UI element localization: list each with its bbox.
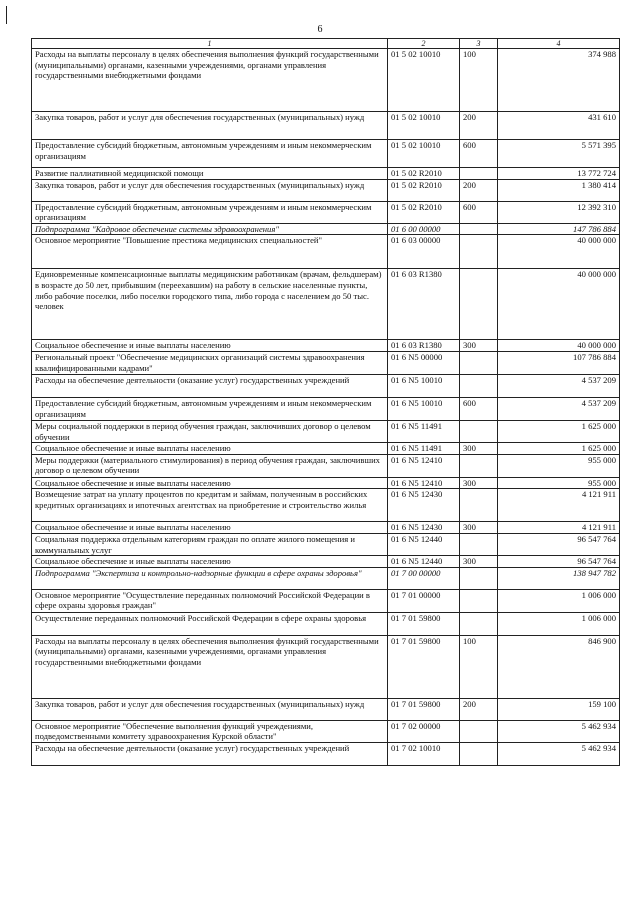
row-type-cell [460, 612, 498, 635]
table-row [32, 533, 620, 555]
table-row [32, 742, 620, 765]
row-code-cell: 01 6 03 00000 [388, 235, 460, 269]
row-name-cell: Социальное обеспечение и иные выплаты населению [32, 556, 388, 568]
row-sum-cell: 40 000 000 [498, 235, 620, 269]
row-sum-cell: 40 000 000 [498, 269, 620, 340]
row-name-cell: Подпрограмма "Экспертиза и контрольно-надзорные функции в сфере охраны здоровья" [32, 567, 388, 589]
row-code-cell: 01 6 N5 10010 [388, 397, 460, 420]
row-sum-cell: 4 121 911 [498, 489, 620, 522]
row-name-cell: Предоставление субсидий бюджетным, автономным учреждениям и иным некоммерческим организациям [32, 201, 388, 223]
table-row [32, 698, 620, 720]
row-type-cell: 300 [460, 477, 498, 489]
row-code-cell: 01 7 01 59800 [388, 612, 460, 635]
row-code-cell: 01 6 N5 11491 [388, 420, 460, 442]
table-row [32, 477, 620, 489]
row-sum-cell: 1 006 000 [498, 612, 620, 635]
row-name-cell: Возмещение затрат на уплату процентов по кредитам и займам, полученным в российских кредитных организациях и ипотечных агентствах на приобретение и строительство жилья [32, 489, 388, 522]
header-col-1: 1 [32, 39, 388, 49]
row-sum-cell: 147 786 884 [498, 223, 620, 235]
row-name-cell: Основное мероприятие "Повышение престижа медицинских специальностей" [32, 235, 388, 269]
row-code-cell: 01 7 01 00000 [388, 589, 460, 612]
table-row [32, 522, 620, 534]
row-type-cell: 300 [460, 522, 498, 534]
row-type-cell: 200 [460, 179, 498, 201]
row-name-cell: Подпрограмма "Кадровое обеспечение системы здравоохранения" [32, 223, 388, 235]
row-type-cell: 200 [460, 112, 498, 140]
table-row [32, 112, 620, 140]
header-row [32, 39, 620, 49]
table-row [32, 720, 620, 742]
row-code-cell: 01 7 00 00000 [388, 567, 460, 589]
row-code-cell: 01 7 01 59800 [388, 698, 460, 720]
table-row [32, 201, 620, 223]
row-sum-cell: 159 100 [498, 698, 620, 720]
row-code-cell: 01 7 02 10010 [388, 742, 460, 765]
row-type-cell: 100 [460, 49, 498, 112]
row-sum-cell: 374 988 [498, 49, 620, 112]
page-number: 6 [317, 24, 323, 35]
row-sum-cell: 955 000 [498, 477, 620, 489]
row-name-cell: Предоставление субсидий бюджетным, автономным учреждениям и иным некоммерческим организациям [32, 140, 388, 168]
row-name-cell: Расходы на обеспечение деятельности (оказание услуг) государственных учреждений [32, 742, 388, 765]
row-code-cell: 01 6 N5 12440 [388, 533, 460, 555]
header-col-4: 4 [498, 39, 620, 49]
row-code-cell: 01 6 N5 12440 [388, 556, 460, 568]
row-name-cell: Закупка товаров, работ и услуг для обеспечения государственных (муниципальных) нужд [32, 179, 388, 201]
row-name-cell: Социальное обеспечение и иные выплаты населению [32, 443, 388, 455]
row-type-cell [460, 374, 498, 397]
row-sum-cell: 1 625 000 [498, 420, 620, 442]
row-name-cell: Социальное обеспечение и иные выплаты населению [32, 477, 388, 489]
table-row [32, 556, 620, 568]
row-type-cell [460, 720, 498, 742]
row-code-cell: 01 6 N5 00000 [388, 351, 460, 374]
row-type-cell: 300 [460, 556, 498, 568]
row-type-cell [460, 454, 498, 477]
table-row [32, 443, 620, 455]
row-sum-cell: 5 462 934 [498, 720, 620, 742]
row-sum-cell: 138 947 782 [498, 567, 620, 589]
table-body [32, 49, 620, 766]
row-sum-cell: 955 000 [498, 454, 620, 477]
row-name-cell: Социальное обеспечение и иные выплаты населению [32, 522, 388, 534]
table-row [32, 635, 620, 698]
row-name-cell: Региональный проект "Обеспечение медицинских организаций системы здравоохранения квалифицированными кадрами" [32, 351, 388, 374]
budget-table [31, 38, 620, 766]
table-row [32, 223, 620, 235]
row-type-cell [460, 742, 498, 765]
table-row [32, 420, 620, 442]
row-sum-cell: 96 547 764 [498, 556, 620, 568]
row-name-cell: Социальное обеспечение и иные выплаты населению [32, 340, 388, 352]
row-sum-cell: 4 121 911 [498, 522, 620, 534]
row-name-cell: Меры социальной поддержки в период обучения граждан, заключивших договор о целевом обучении [32, 420, 388, 442]
row-type-cell [460, 420, 498, 442]
row-code-cell: 01 6 03 R1380 [388, 269, 460, 340]
row-type-cell [460, 489, 498, 522]
row-sum-cell: 13 772 724 [498, 168, 620, 180]
table-row [32, 235, 620, 269]
row-name-cell: Расходы на обеспечение деятельности (оказание услуг) государственных учреждений [32, 374, 388, 397]
table-row [32, 168, 620, 180]
row-type-cell: 100 [460, 635, 498, 698]
row-type-cell [460, 589, 498, 612]
row-type-cell: 300 [460, 443, 498, 455]
table-row [32, 351, 620, 374]
row-name-cell: Меры поддержки (материального стимулирования) в период обучения граждан, заключивших договор о целевом обучении [32, 454, 388, 477]
row-name-cell: Основное мероприятие "Осуществление переданных полномочий Российской Федерации в сфере охраны здоровья граждан" [32, 589, 388, 612]
row-type-cell [460, 235, 498, 269]
row-type-cell: 600 [460, 201, 498, 223]
scan-edge-mark [6, 6, 7, 24]
row-code-cell: 01 6 N5 12410 [388, 477, 460, 489]
row-type-cell [460, 351, 498, 374]
row-code-cell: 01 6 N5 12410 [388, 454, 460, 477]
row-name-cell: Осуществление переданных полномочий Российской Федерации в сфере охраны здоровья [32, 612, 388, 635]
row-sum-cell: 12 392 310 [498, 201, 620, 223]
row-code-cell: 01 5 02 R2010 [388, 179, 460, 201]
row-code-cell: 01 6 N5 12430 [388, 522, 460, 534]
row-name-cell: Расходы на выплаты персоналу в целях обеспечения выполнения функций государственными (муниципальными) органами, казенными учреждениями, органами управления государственными внебюджетными фондами [32, 49, 388, 112]
table-row [32, 397, 620, 420]
row-sum-cell: 4 537 209 [498, 397, 620, 420]
row-sum-cell: 5 571 395 [498, 140, 620, 168]
row-code-cell: 01 6 N5 10010 [388, 374, 460, 397]
row-name-cell: Закупка товаров, работ и услуг для обеспечения государственных (муниципальных) нужд [32, 112, 388, 140]
row-sum-cell: 107 786 884 [498, 351, 620, 374]
table-row [32, 140, 620, 168]
table-row [32, 269, 620, 340]
row-type-cell: 200 [460, 698, 498, 720]
table-row [32, 49, 620, 112]
header-col-2: 2 [388, 39, 460, 49]
table-row [32, 179, 620, 201]
table-row [32, 589, 620, 612]
table-row [32, 612, 620, 635]
row-type-cell: 600 [460, 140, 498, 168]
row-type-cell [460, 533, 498, 555]
row-code-cell: 01 5 02 10010 [388, 49, 460, 112]
table-row [32, 374, 620, 397]
row-name-cell: Закупка товаров, работ и услуг для обеспечения государственных (муниципальных) нужд [32, 698, 388, 720]
row-sum-cell: 1 380 414 [498, 179, 620, 201]
row-name-cell: Предоставление субсидий бюджетным, автономным учреждениям и иным некоммерческим организациям [32, 397, 388, 420]
row-type-cell [460, 223, 498, 235]
row-code-cell: 01 5 02 10010 [388, 140, 460, 168]
row-sum-cell: 40 000 000 [498, 340, 620, 352]
row-code-cell: 01 5 02 R2010 [388, 201, 460, 223]
row-name-cell: Развитие паллиативной медицинской помощи [32, 168, 388, 180]
row-sum-cell: 1 625 000 [498, 443, 620, 455]
row-code-cell: 01 6 N5 11491 [388, 443, 460, 455]
row-name-cell: Единовременные компенсационные выплаты медицинским работникам (врачам, фельдшерам) в возрасте до 50 лет, прибывшим (переехавшим) на работу в сельские населенные пункты, либо рабочие поселки, либо поселки городского типа, либо города с населением до 50 тыс. человек [32, 269, 388, 340]
row-sum-cell: 5 462 934 [498, 742, 620, 765]
row-sum-cell: 1 006 000 [498, 589, 620, 612]
row-type-cell: 600 [460, 397, 498, 420]
row-type-cell [460, 269, 498, 340]
row-code-cell: 01 5 02 10010 [388, 112, 460, 140]
row-sum-cell: 846 900 [498, 635, 620, 698]
row-sum-cell: 431 610 [498, 112, 620, 140]
row-type-cell [460, 567, 498, 589]
row-code-cell: 01 7 01 59800 [388, 635, 460, 698]
row-code-cell: 01 6 N5 12430 [388, 489, 460, 522]
table-row [32, 340, 620, 352]
row-name-cell: Социальная поддержка отдельным категориям граждан по оплате жилого помещения и коммунальных услуг [32, 533, 388, 555]
table-row [32, 489, 620, 522]
table-row [32, 567, 620, 589]
row-code-cell: 01 5 02 R2010 [388, 168, 460, 180]
row-sum-cell: 96 547 764 [498, 533, 620, 555]
table-row [32, 454, 620, 477]
row-code-cell: 01 6 03 R1380 [388, 340, 460, 352]
row-name-cell: Расходы на выплаты персоналу в целях обеспечения выполнения функций государственными (муниципальными) органами, казенными учреждениями, органами управления государственными внебюджетными фондами [32, 635, 388, 698]
row-type-cell [460, 168, 498, 180]
header-col-3: 3 [460, 39, 498, 49]
row-sum-cell: 4 537 209 [498, 374, 620, 397]
row-code-cell: 01 6 00 00000 [388, 223, 460, 235]
row-code-cell: 01 7 02 00000 [388, 720, 460, 742]
row-name-cell: Основное мероприятие "Обеспечение выполнения функций учреждениями, подведомственными комитету здравоохранения Курской области" [32, 720, 388, 742]
row-type-cell: 300 [460, 340, 498, 352]
